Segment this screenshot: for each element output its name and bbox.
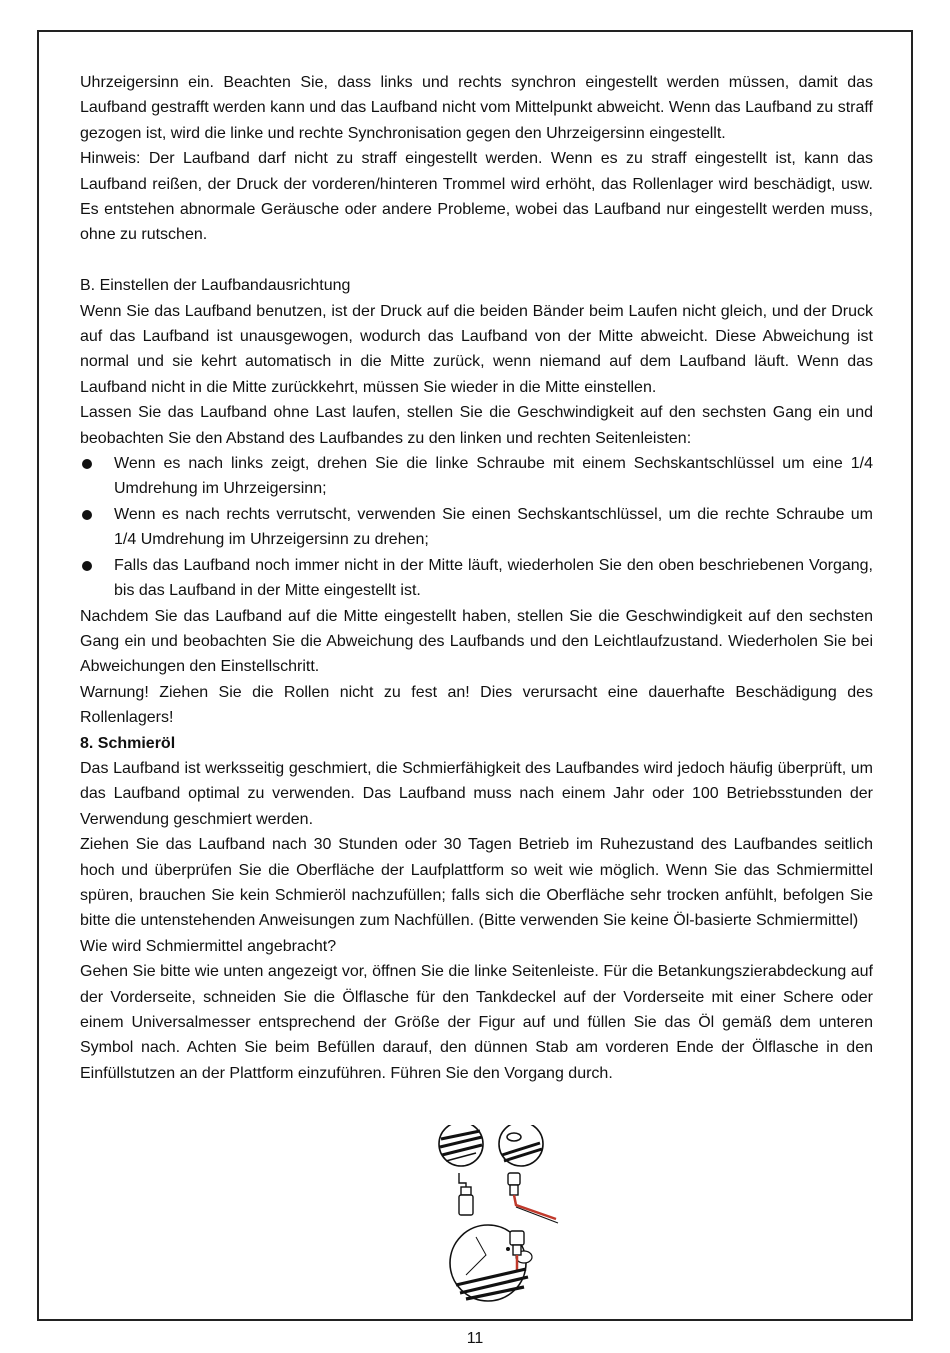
page-number: 11 bbox=[466, 1330, 484, 1347]
paragraph: Das Laufband ist werksseitig geschmiert, die Schmierfähigkeit des Laufbandes wird jedoch häufig überprüft, um das Laufband optimal zu verwenden. Das Laufband muss nach einem Jahr oder 100 Betriebsstunden der Verwendung geschmiert werden. bbox=[80, 759, 873, 828]
warning-paragraph: Warnung! Ziehen Sie die Rollen nicht zu fest an! Dies verursacht eine dauerhafte Beschädigung des Rollenlagers! bbox=[80, 683, 873, 727]
list-item: Falls das Laufband noch immer nicht in der Mitte läuft, wiederholen Sie den oben beschriebenen Vorgang, bis das Laufband in der Mitte eingestellt ist. bbox=[80, 553, 873, 604]
list-item: Wenn es nach rechts verrutscht, verwenden Sie einen Sechskantschlüssel, um die rechte Schraube um 1/4 Umdrehung im Uhrzeigersinn zu drehen; bbox=[80, 502, 873, 553]
paragraph: Nachdem Sie das Laufband auf die Mitte eingestellt haben, stellen Sie die Geschwindigkeit auf den sechsten Gang ein und beobachten Sie die Abweichung des Laufbands und den Leichtlaufzustand. Wiederholen Sie bei Abweichungen den Einstellschritt. bbox=[80, 607, 873, 676]
section-b-heading: B. Einstellen der Laufbandausrichtung bbox=[80, 277, 351, 295]
paragraph: Lassen Sie das Laufband ohne Last laufen, stellen Sie die Geschwindigkeit auf den sechsten Gang ein und beobachten Sie den Abstand des Laufbandes zu den linken und rechten Seitenleisten: bbox=[80, 404, 873, 447]
question-line: Wie wird Schmiermittel angebracht? bbox=[80, 937, 337, 955]
bullet-icon bbox=[82, 510, 92, 520]
bullet-icon bbox=[82, 459, 92, 469]
lubrication-illustration bbox=[436, 1125, 566, 1305]
bullet-icon bbox=[82, 561, 92, 571]
filler-hole-illustration bbox=[499, 1125, 543, 1166]
platform-edge-illustration bbox=[439, 1125, 483, 1166]
page-content bbox=[80, 70, 873, 1086]
bullet-list bbox=[80, 451, 873, 603]
section-8-heading: 8. Schmieröl bbox=[80, 734, 176, 752]
paragraph: Uhrzeigersinn ein. Beachten Sie, dass links und rechts synchron eingestellt werden müssen, damit das Laufband gestrafft werden kann und das Laufband nicht vom Mittelpunkt abweicht. Wenn das Laufband zu straff gezogen ist, wird die linke und rechte Synchronisation gegen den Uhrzeigersinn eingestellt. bbox=[80, 74, 873, 142]
oil-bottle-red-line-icon bbox=[508, 1173, 558, 1223]
oil-bottle-icon bbox=[459, 1173, 473, 1215]
paragraph: Ziehen Sie das Laufband nach 30 Stunden oder 30 Tagen Betrieb im Ruhezustand des Laufbandes seitlich hoch und überprüfen Sie die Oberfläche der Laufplattform so weit wie möglich. Wenn Sie das Schmiermittel spüren, brauchen Sie kein Schmieröl nachzufüllen; falls sich die Oberfläche sehr trocken anfühlt, befolgen Sie bitte die untenstehenden Anweisungen zum Nachfüllen. (Bitte verwenden Sie keine Öl-basierte Schmiermittel) bbox=[80, 836, 873, 930]
paragraph-note: Hinweis: Der Laufband darf nicht zu straff eingestellt werden. Wenn es zu straff eingestellt ist, kann das Laufband reißen, der Druck der vorderen/hinteren Trommel wird erhöht, das Rollenlager wird beschädigt, usw. Es entstehen abnormale Geräusche oder andere Probleme, wobei das Laufband nur eingestellt werden muss, ohne zu rutschen. bbox=[80, 150, 873, 244]
list-item: Wenn es nach links zeigt, drehen Sie die linke Schraube mit einem Sechskantschlüssel um eine 1/4 Umdrehung im Uhrzeigersinn; bbox=[80, 451, 873, 502]
paragraph: Gehen Sie bitte wie unten angezeigt vor, öffnen Sie die linke Seitenleiste. Für die Betankungszierabdeckung auf der Vorderseite, schneiden Sie die Ölflasche für den Tankdeckel auf der Vorderseite mit einer Schere oder einem Universalmesser entsprechend der Größe der Figur auf und füllen Sie das Öl gemäß dem unteren Symbol nach. Achten Sie beim Befüllen darauf, den dünnen Stab am vorderen Ende der Ölflasche in den Einfüllstutzen an der Plattform einzuführen. Führen Sie den Vorgang durch. bbox=[80, 963, 873, 1082]
applying-oil-illustration bbox=[450, 1225, 532, 1301]
paragraph: Wenn Sie das Laufband benutzen, ist der Druck auf die beiden Bänder beim Laufen nicht gleich, und der Druck auf das Laufband ist unausgewogen, wodurch das Laufband von der Mitte abweicht. Diese Abweichung ist normal und sie kehrt automatisch in die Mitte zurück, wenn niemand auf dem Laufband läuft. Wenn das Laufband nicht in die Mitte zurückkehrt, müssen Sie wieder in die Mitte einstellen. bbox=[80, 302, 873, 396]
